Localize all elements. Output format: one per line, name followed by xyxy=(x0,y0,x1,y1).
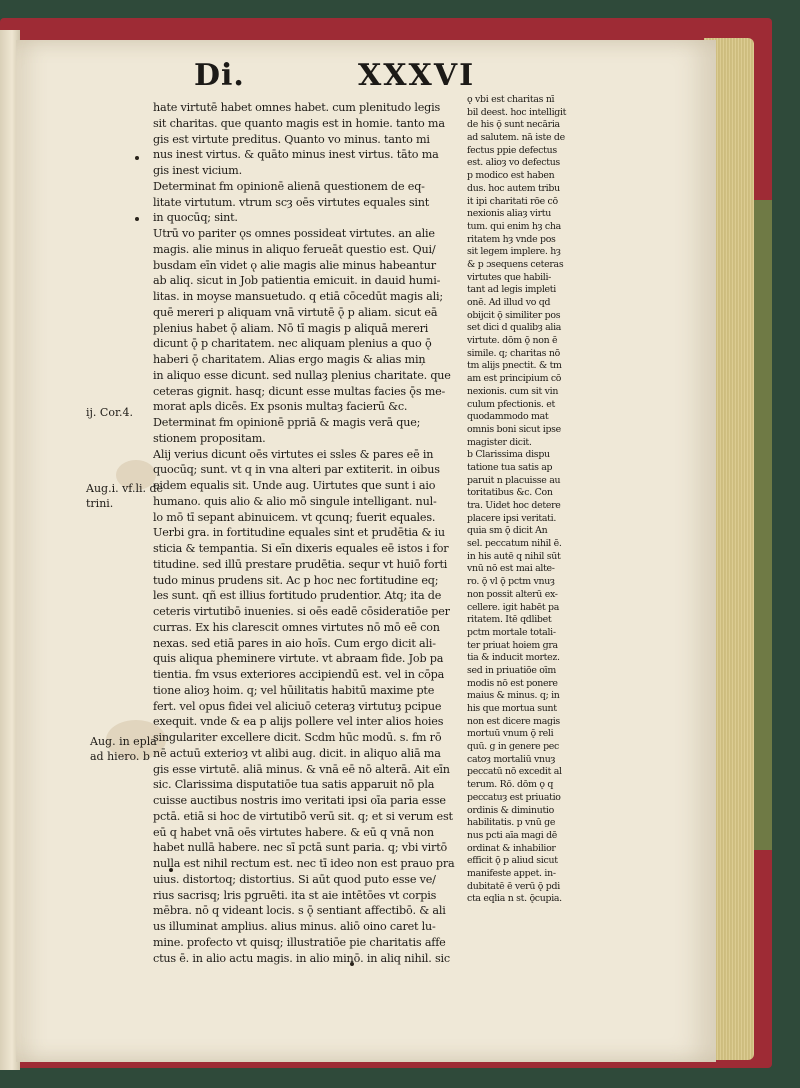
text-line: litate virtutum. vtrum scȝ oēs virtutes equales sint xyxy=(153,195,430,209)
text-line: cuisse auctibus nostris imo veritati ipsi oīa paria esse xyxy=(153,794,446,807)
text-line: Determinat fm opinionē ppriā & magis verā que; xyxy=(153,416,421,429)
text-line: efficit ǭ p aliud sicut xyxy=(467,855,558,867)
text-line: tum. qui enim hȝ cha xyxy=(467,220,561,232)
text-line: fert. vel opus fidei vel aliciuō ceteraȝ virtutuȝ pcipue xyxy=(153,699,442,713)
text-line: cellere. igit habēt pa xyxy=(467,601,559,613)
text-line: obijcit ǭ similiter pos xyxy=(467,309,561,321)
text-line: omnis boni sicut ipse xyxy=(467,423,561,435)
text-line: sel. peccatum nihil ē. xyxy=(467,538,562,550)
text-line: it ipi charitati rōe cō xyxy=(467,195,558,207)
marginal-note: ij. Cor.4. xyxy=(86,406,134,419)
text-line: singulariter excellere dicit. Scdm hūc modū. s. fm rō xyxy=(153,731,442,744)
text-line: mine. profecto vt quisq; illustratiōe pie charitatis affe xyxy=(153,935,446,949)
text-line: rius sacrisq; lris pgruēti. ita st aie intētōes vt corpis xyxy=(153,888,437,902)
text-line: habilitatis. p vnū ge xyxy=(467,817,556,829)
text-line: in aliquo esse dicunt. sed nullaȝ plenius charitate. que xyxy=(153,368,451,382)
text-line: bil deest. hoc intelligit xyxy=(467,106,567,118)
text-line: am est principium cō xyxy=(467,373,562,385)
text-line: sit charitas. que quanto magis est in homie. tanto ma xyxy=(153,116,445,130)
text-line: nexionis aliaȝ virtu xyxy=(467,208,551,220)
text-line: quodammodo mat xyxy=(467,411,549,423)
ink-dot xyxy=(135,156,139,160)
text-line: tant ad legis impleti xyxy=(467,284,556,296)
text-line: ad salutem. nā iste de xyxy=(467,132,565,144)
text-line: tione alioȝ hoim. q; vel hūilitatis habitū maxime pte xyxy=(153,683,435,697)
text-line: nexionis. cum sit vin xyxy=(467,385,559,397)
text-line: set dici d qualibȝ alia xyxy=(467,322,562,334)
text-line: ceteris virtutibō inuenies. si oēs eadē cōsideratiōe per xyxy=(153,605,450,618)
text-line: nē actuū exterioȝ vt alibi aug. dicit. in aliquo aliā ma xyxy=(153,746,441,760)
text-line: ordinis & diminutio xyxy=(467,804,554,816)
text-line: sticia & tempantia. Si eīn dixeris equales eē istos i for xyxy=(153,542,449,555)
text-line: his que mortua sunt xyxy=(467,703,557,714)
text-line: cta eqlia n st. ǭcupia. xyxy=(467,893,562,905)
text-line: tientia. fm vsus exteriores accipiendū est. vel in cōpa xyxy=(153,668,445,681)
text-line: titudine. sed illū prestare prudētia. sequr vt huiō forti xyxy=(153,557,448,571)
marginal-note: Aug.i. vf.li. de trini. xyxy=(86,482,164,510)
book-cover-green-panel xyxy=(752,200,772,850)
text-line: ctus ē. in alio actu magis. in alio minō. in aliq nihil. sic xyxy=(153,951,450,965)
text-line: quē mereri p aliquam vnā virtutē ǭ p aliam. sicut eā xyxy=(153,305,438,319)
text-line: toritatibus &c. Con xyxy=(467,487,553,499)
text-line: Utrū vo pariter ǫs omnes possideat virtutes. an alie xyxy=(153,227,435,240)
text-line: morat apls dicēs. Ex psonis multaȝ facierū &c. xyxy=(153,400,408,414)
text-line: gis inest vicium. xyxy=(153,164,242,177)
text-line: ter priuat hoiem gra xyxy=(467,639,558,651)
text-line: de his ǭ sunt necāria xyxy=(467,119,560,131)
text-line: ǫ vbi est charitas nī xyxy=(467,94,555,105)
text-line: curras. Ex his clarescit omnes virtutes nō mō eē con xyxy=(153,620,440,634)
text-line: Determinat fm opinionē alienā questionem de eq- xyxy=(153,179,425,193)
text-line: busdam eīn videt ǫ alie magis alie minus habeantur xyxy=(153,258,436,272)
text-line: humano. quis alio & alio mō singule intelligant. nul- xyxy=(153,494,437,508)
text-line: quū. g in genere pec xyxy=(467,741,559,753)
text-line: habet nullā habere. nec sī pctā sunt paria. q; vbi virtō xyxy=(153,841,448,855)
text-line: nulla est nihil rectum est. nec tī ideo non est prauo pra xyxy=(153,857,455,870)
text-line: nus inest virtus. & quāto minus inest virtus. tāto ma xyxy=(153,148,439,162)
text-line: tudo minus prudens sit. Ac p hoc nec fortitudine eq; xyxy=(153,573,439,587)
text-line: simile. q; charitas nō xyxy=(467,347,560,359)
text-line: maius & minus. q; in xyxy=(467,690,560,702)
text-line: placere ipsi veritati. xyxy=(467,512,557,524)
text-line: peccatū nō excedit al xyxy=(467,766,562,778)
text-line: est. alioȝ vo defectus xyxy=(467,157,560,169)
text-line: magister dicit. xyxy=(467,436,532,448)
text-line: gis est virtute preditus. Quanto vo minus. tanto mi xyxy=(153,132,430,146)
text-line: ceteras gignit. hasq; dicunt esse multas facies ǭs me- xyxy=(153,384,446,398)
text-line: quia sm ǭ dicit An xyxy=(467,525,548,537)
text-line: plenius habet ǭ aliam. Nō tī magis p aliquā mereri xyxy=(153,321,429,335)
text-line: ordinat & inhabilior xyxy=(467,842,556,854)
text-line: quocūq; sunt. vt q in vna alteri par extiterit. in oibus xyxy=(153,463,440,477)
text-line: tra. Uidet hoc detere xyxy=(467,500,561,511)
text-line: les sunt. qñ est illius fortitudo prudentior. Atq; ita de xyxy=(153,589,442,603)
text-line: ro. ǭ vl ǭ pctm vnuȝ xyxy=(467,576,555,588)
text-line: gis esse virtutē. aliā minus. & vnā eē nō alterā. Ait eīn xyxy=(153,762,450,776)
text-line: paruit n placuisse au xyxy=(467,474,561,486)
text-line: pctā. etiā si hoc de virtutibō verū sit. q; et si verum est xyxy=(153,809,453,823)
text-line: quis aliqua pheminere virtute. vt abraam fide. Job pa xyxy=(153,652,444,666)
text-line: fectus ppie defectus xyxy=(467,144,557,156)
text-line: ritatem hȝ vnde pos xyxy=(467,233,556,245)
text-line: onē. Ad illud vo qd xyxy=(467,297,551,308)
header-distinctio: Di. xyxy=(194,58,245,93)
text-line: ritatem. Itē qdlibet xyxy=(467,614,552,626)
text-line: catoȝ mortaliū vnuȝ xyxy=(467,753,556,765)
text-line: Alij verius dicunt oēs virtutes ei ssles & pares eē in xyxy=(153,447,434,461)
text-line: stionem propositam. xyxy=(153,431,266,445)
header-numeral: XXXVI xyxy=(358,58,476,93)
text-line: non est dicere magis xyxy=(467,715,560,727)
text-line: exequit. vnde & ea p alijs pollere vel inter alios hoies xyxy=(153,715,444,729)
text-line: tia & inducit mortez. xyxy=(467,652,560,664)
text-line: dicunt ǭ p charitatem. nec aliquam plenius a quo ǭ xyxy=(153,337,432,351)
text-line: eidem equalis sit. Unde aug. Uirtutes que sunt i aio xyxy=(153,479,436,492)
text-line: ab aliq. sicut in Job patientia emicuit. in dauid humi- xyxy=(153,274,441,288)
text-line: dubitatē ē verū ǭ pdi xyxy=(467,880,560,892)
text-line: terum. Rō. dōm ǫ q xyxy=(467,779,554,791)
text-line: magis. alie minus in aliquo ferueāt questio est. Qui/ xyxy=(153,242,436,256)
text-line: virtutes que habili- xyxy=(467,271,552,283)
text-line: modis nō est ponere xyxy=(467,677,558,689)
text-line: sit legem implere. hȝ xyxy=(467,246,561,258)
text-line: lo mō tī sepant abinuicem. vt qcunq; fuerit equales. xyxy=(153,510,436,524)
text-line: litas. in moyse mansuetudo. q etiā cōcedūt magis ali; xyxy=(153,290,443,303)
text-line: sed in priuatiōe oīm xyxy=(467,664,556,676)
text-line: & p ɔsequens ceteras xyxy=(467,258,564,270)
text-line: nexas. sed etiā pares in aio hoīs. Cum ergo dicit ali- xyxy=(153,636,436,650)
text-line: vnū nō est mai alte- xyxy=(467,563,555,575)
text-line: mortuū vnum ǭ reli xyxy=(467,728,554,740)
text-line: us illuminat amplius. alius minus. aliō oino caret lu- xyxy=(153,920,436,933)
text-line: in quocūq; sint. xyxy=(153,211,238,225)
text-line: b Clarissima dispu xyxy=(467,449,550,461)
text-line: pctm mortale totali- xyxy=(467,626,556,638)
ink-dot xyxy=(135,217,139,221)
text-line: hate virtutē habet omnes habet. cum plenitudo legis xyxy=(153,101,441,114)
text-line: eū q habet vnā oēs virtutes habere. & eū q vnā non xyxy=(153,825,434,839)
marginal-note: Aug. in epla ad hiero. b xyxy=(90,735,157,763)
text-line: Uerbi gra. in fortitudine equales sint et prudētia & iu xyxy=(153,526,445,540)
text-line: manifeste appet. in- xyxy=(467,867,556,879)
text-line: tatione tua satis ap xyxy=(467,461,553,473)
text-line: uius. distortoq; distortius. Si aūt quod puto esse ve/ xyxy=(153,872,436,886)
text-line: tm alijs pnectit. & tm xyxy=(467,360,562,372)
text-line: non possit alterū ex- xyxy=(467,588,558,600)
text-line: nus pcti aīa magi dē xyxy=(467,829,558,841)
text-line: mēbra. nō q videant locis. s ǭ sentiant affectibō. & ali xyxy=(153,904,446,918)
text-line: virtute. dōm ǭ non ē xyxy=(467,335,558,347)
text-line: sic. Clarissima disputatiōe tua satis apparuit nō pla xyxy=(153,778,435,792)
text-line: in his autē q nihil sūt xyxy=(467,550,561,562)
commentary-column xyxy=(467,94,597,906)
text-line: haberi ǭ charitatem. Alias ergo magis & alias miņ xyxy=(153,353,426,366)
text-line: dus. hoc autem tribu xyxy=(467,182,560,194)
text-line: p modico est haben xyxy=(467,170,555,182)
text-line: peccatuȝ est priuatio xyxy=(467,791,561,803)
text-line: culum pfectionis. et xyxy=(467,398,555,410)
